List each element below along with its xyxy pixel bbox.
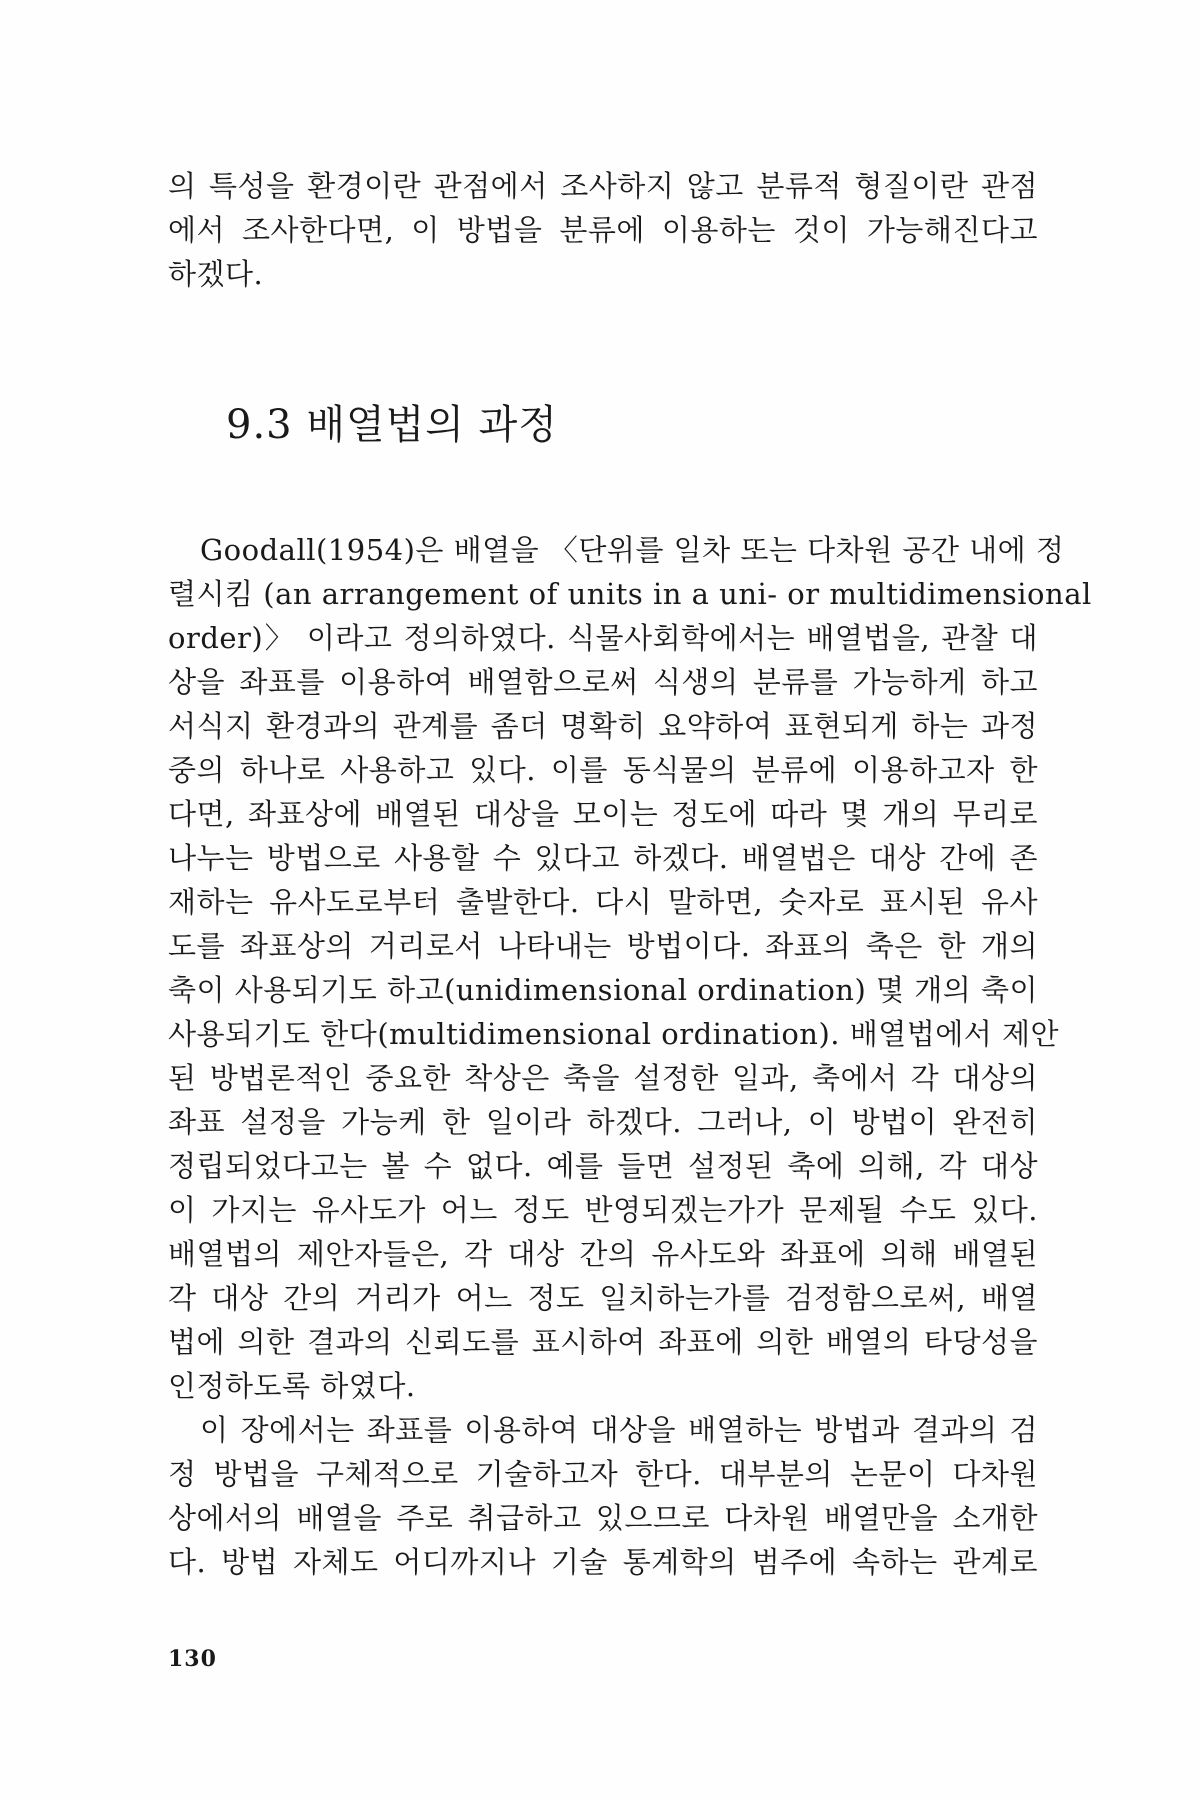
text-line: 나누는 방법으로 사용할 수 있다고 하겠다. 배열법은 대상 간에 존 xyxy=(168,841,1038,875)
text-line: 상을 좌표를 이용하여 배열함으로써 식생의 분류를 가능하게 하고 xyxy=(168,665,1038,699)
text-line: 인정하도록 하였다. xyxy=(168,1369,416,1403)
text-line: order)〉 이라고 정의하였다. 식물사회학에서는 배열법을, 관찰 대 xyxy=(168,621,1038,655)
text-line: 정립되었다고는 볼 수 없다. 예를 들면 설정된 축에 의해, 각 대상 xyxy=(168,1149,1038,1183)
text-line: 에서 조사한다면, 이 방법을 분류에 이용하는 것이 가능해진다고 xyxy=(168,213,1038,247)
text-line: 도를 좌표상의 거리로서 나타내는 방법이다. 좌표의 축은 한 개의 xyxy=(168,929,1038,963)
text-line: 다. 방법 자체도 어디까지나 기술 통계학의 범주에 속하는 관계로 xyxy=(168,1545,1038,1579)
text-line: Goodall(1954)은 배열을 〈단위를 일차 또는 다차원 공간 내에 정 xyxy=(200,533,1065,567)
text-line: 이 장에서는 좌표를 이용하여 대상을 배열하는 방법과 결과의 검 xyxy=(200,1413,1038,1447)
text-line: 각 대상 간의 거리가 어느 정도 일치하는가를 검정함으로써, 배열 xyxy=(168,1281,1038,1315)
section-heading: 9.3 배열법의 과정 xyxy=(226,402,558,448)
text-line: 정 방법을 구체적으로 기술하고자 한다. 대부분의 논문이 다차원 xyxy=(168,1457,1038,1491)
text-line: 하겠다. xyxy=(168,257,264,291)
text-line: 의 특성을 환경이란 관점에서 조사하지 않고 분류적 형질이란 관점 xyxy=(168,169,1038,203)
text-line: 사용되기도 한다(multidimensional ordination). 배열법에서 제안 xyxy=(168,1017,1060,1051)
text-line: 상에서의 배열을 주로 취급하고 있으므로 다차원 배열만을 소개한 xyxy=(168,1501,1038,1535)
paragraph-chapter-scope xyxy=(168,1408,1038,1584)
text-line: 렬시킴 (an arrangement of units in a uni- or multidimensional xyxy=(168,577,1092,611)
text-line: 서식지 환경과의 관계를 좀더 명확히 요약하여 표현되게 하는 과정 xyxy=(168,709,1038,743)
page-number: 130 xyxy=(168,1646,217,1672)
text-line: 축이 사용되기도 하고(unidimensional ordination) 몇 개의 축이 xyxy=(168,973,1038,1007)
text-line: 좌표 설정을 가능케 한 일이라 하겠다. 그러나, 이 방법이 완전히 xyxy=(168,1105,1038,1139)
continuation-paragraph xyxy=(168,164,1038,296)
text-line: 법에 의한 결과의 신뢰도를 표시하여 좌표에 의한 배열의 타당성을 xyxy=(168,1325,1038,1359)
text-line: 중의 하나로 사용하고 있다. 이를 동식물의 분류에 이용하고자 한 xyxy=(168,753,1038,787)
text-line: 된 방법론적인 중요한 착상은 축을 설정한 일과, 축에서 각 대상의 xyxy=(168,1061,1038,1095)
text-line: 재하는 유사도로부터 출발한다. 다시 말하면, 숫자로 표시된 유사 xyxy=(168,885,1038,919)
body-text xyxy=(168,528,1092,1584)
paragraph-ordination-definition xyxy=(168,528,1092,1408)
text-line: 배열법의 제안자들은, 각 대상 간의 유사도와 좌표에 의해 배열된 xyxy=(168,1237,1038,1271)
text-line: 이 가지는 유사도가 어느 정도 반영되겠는가가 문제될 수도 있다. xyxy=(168,1193,1038,1227)
text-line: 다면, 좌표상에 배열된 대상을 모이는 정도에 따라 몇 개의 무리로 xyxy=(168,797,1038,831)
